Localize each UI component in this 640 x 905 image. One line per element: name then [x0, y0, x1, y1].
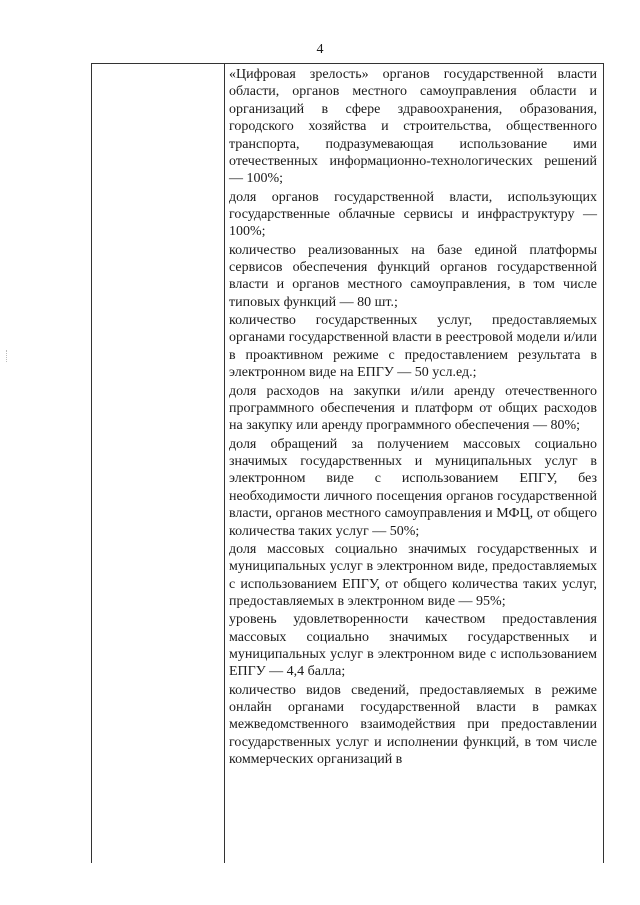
margin-mark [6, 350, 9, 362]
indicator-software-expenses: доля расходов на закупки и/или аренду отечественного программного обеспечения и платформ от общих расходов на закупку или аренду программного обеспечения — 80%; [229, 383, 597, 434]
indicators-table [91, 63, 604, 863]
indicator-digital-maturity: «Цифровая зрелость» органов государственной власти области, органов местного самоуправления области и организаций в сфере здравоохранения, образования, городского хозяйства и строительства, общественного транспорта, подразумевающая использование ими отечественных информационно-технологических решений — 100%; [229, 67, 597, 187]
indicator-online-data-types: количество видов сведений, предоставляемых в режиме онлайн органами государственной власти в рамках межведомственного взаимодействия при предоставлении государственных услуг и исполнении функций, в том числе коммерческих организаций в [229, 682, 597, 768]
column-divider [224, 64, 225, 863]
indicator-registry-services: количество государственных услуг, предоставляемых органами государственной власти в реестровой модели и/или в проактивном режиме с предоставлением результата в электронном виде на ЕПГУ — 50 усл.ед.; [229, 313, 597, 381]
indicator-epgu-services-share: доля массовых социально значимых государственных и муниципальных услуг в электронном виде, предоставляемых с использованием ЕПГУ, от общего количества таких услуг, предоставляемых в электронном виде — 95%; [229, 541, 597, 609]
indicator-platform-services: количество реализованных на базе единой платформы сервисов обеспечения функций органов государственной власти и органов местного самоуправления, в том числе типовых функций — 80 шт.; [229, 242, 597, 310]
indicator-cloud-services: доля органов государственной власти, использующих государственные облачные сервисы и инфраструктуру — 100%; [229, 189, 597, 240]
indicators-column [229, 66, 597, 769]
indicator-satisfaction-level: уровень удовлетворенности качеством предоставления массовых социально значимых государственных и муниципальных услуг в электронном виде с использованием ЕПГУ — 4,4 балла; [229, 612, 597, 680]
page-number: 4 [316, 42, 324, 57]
indicator-epgu-requests: доля обращений за получением массовых социально значимых государственных и муниципальных услуг в электронном виде с использованием ЕПГУ, без необходимости личного посещения органов государственной власти, органов местного самоуправления и МФЦ, от общего количества таких услуг — 50%; [229, 436, 597, 539]
